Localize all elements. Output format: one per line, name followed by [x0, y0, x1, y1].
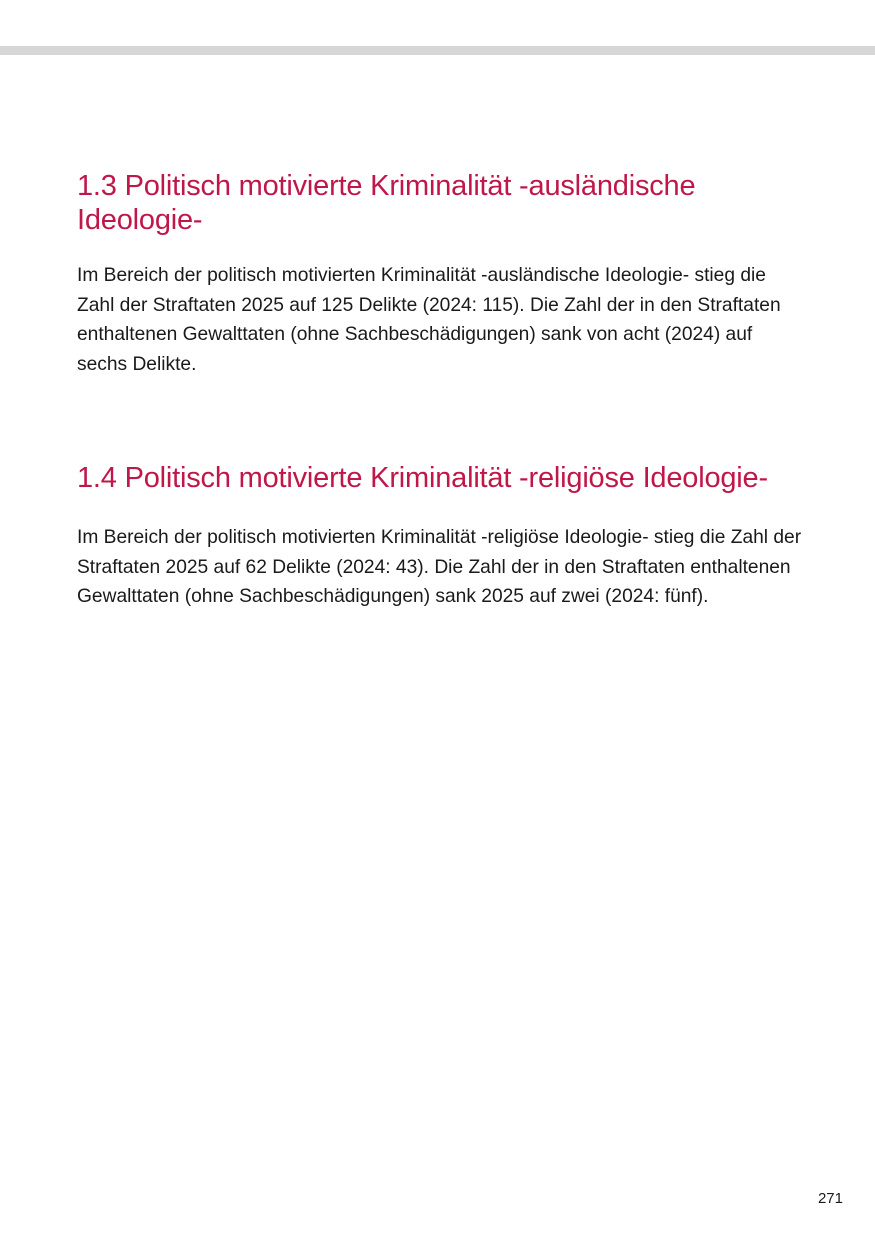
top-rule — [0, 46, 875, 55]
section-body-1-3: Im Bereich der politisch motivierten Kriminalität -ausländische Ideologie- stieg die Zahl der Straftaten 2025 auf 125 Delikte (2024: 115). Die Zahl der in den Straftaten enthaltenen Gewalttaten (ohne Sachbeschädigungen) sank von acht (2024) auf sechs Delikte. — [77, 265, 781, 375]
section-heading-1-4: 1.4 Politisch motivierte Kriminalität -religiöse Ideologie- — [77, 462, 768, 494]
section-body-1-4: Im Bereich der politisch motivierten Kriminalität -religiöse Ideologie- stieg die Zahl der Straftaten 2025 auf 62 Delikte (2024: 43). Die Zahl der in den Straftaten enthaltenen Gewalttaten (ohne Sachbeschädigungen) sank 2025 auf zwei (2024: fünf). — [77, 527, 802, 607]
page-number: 271 — [817, 1190, 843, 1207]
section-heading-1-3: 1.3 Politisch motivierte Kriminalität -ausländische Ideologie- — [77, 170, 696, 236]
